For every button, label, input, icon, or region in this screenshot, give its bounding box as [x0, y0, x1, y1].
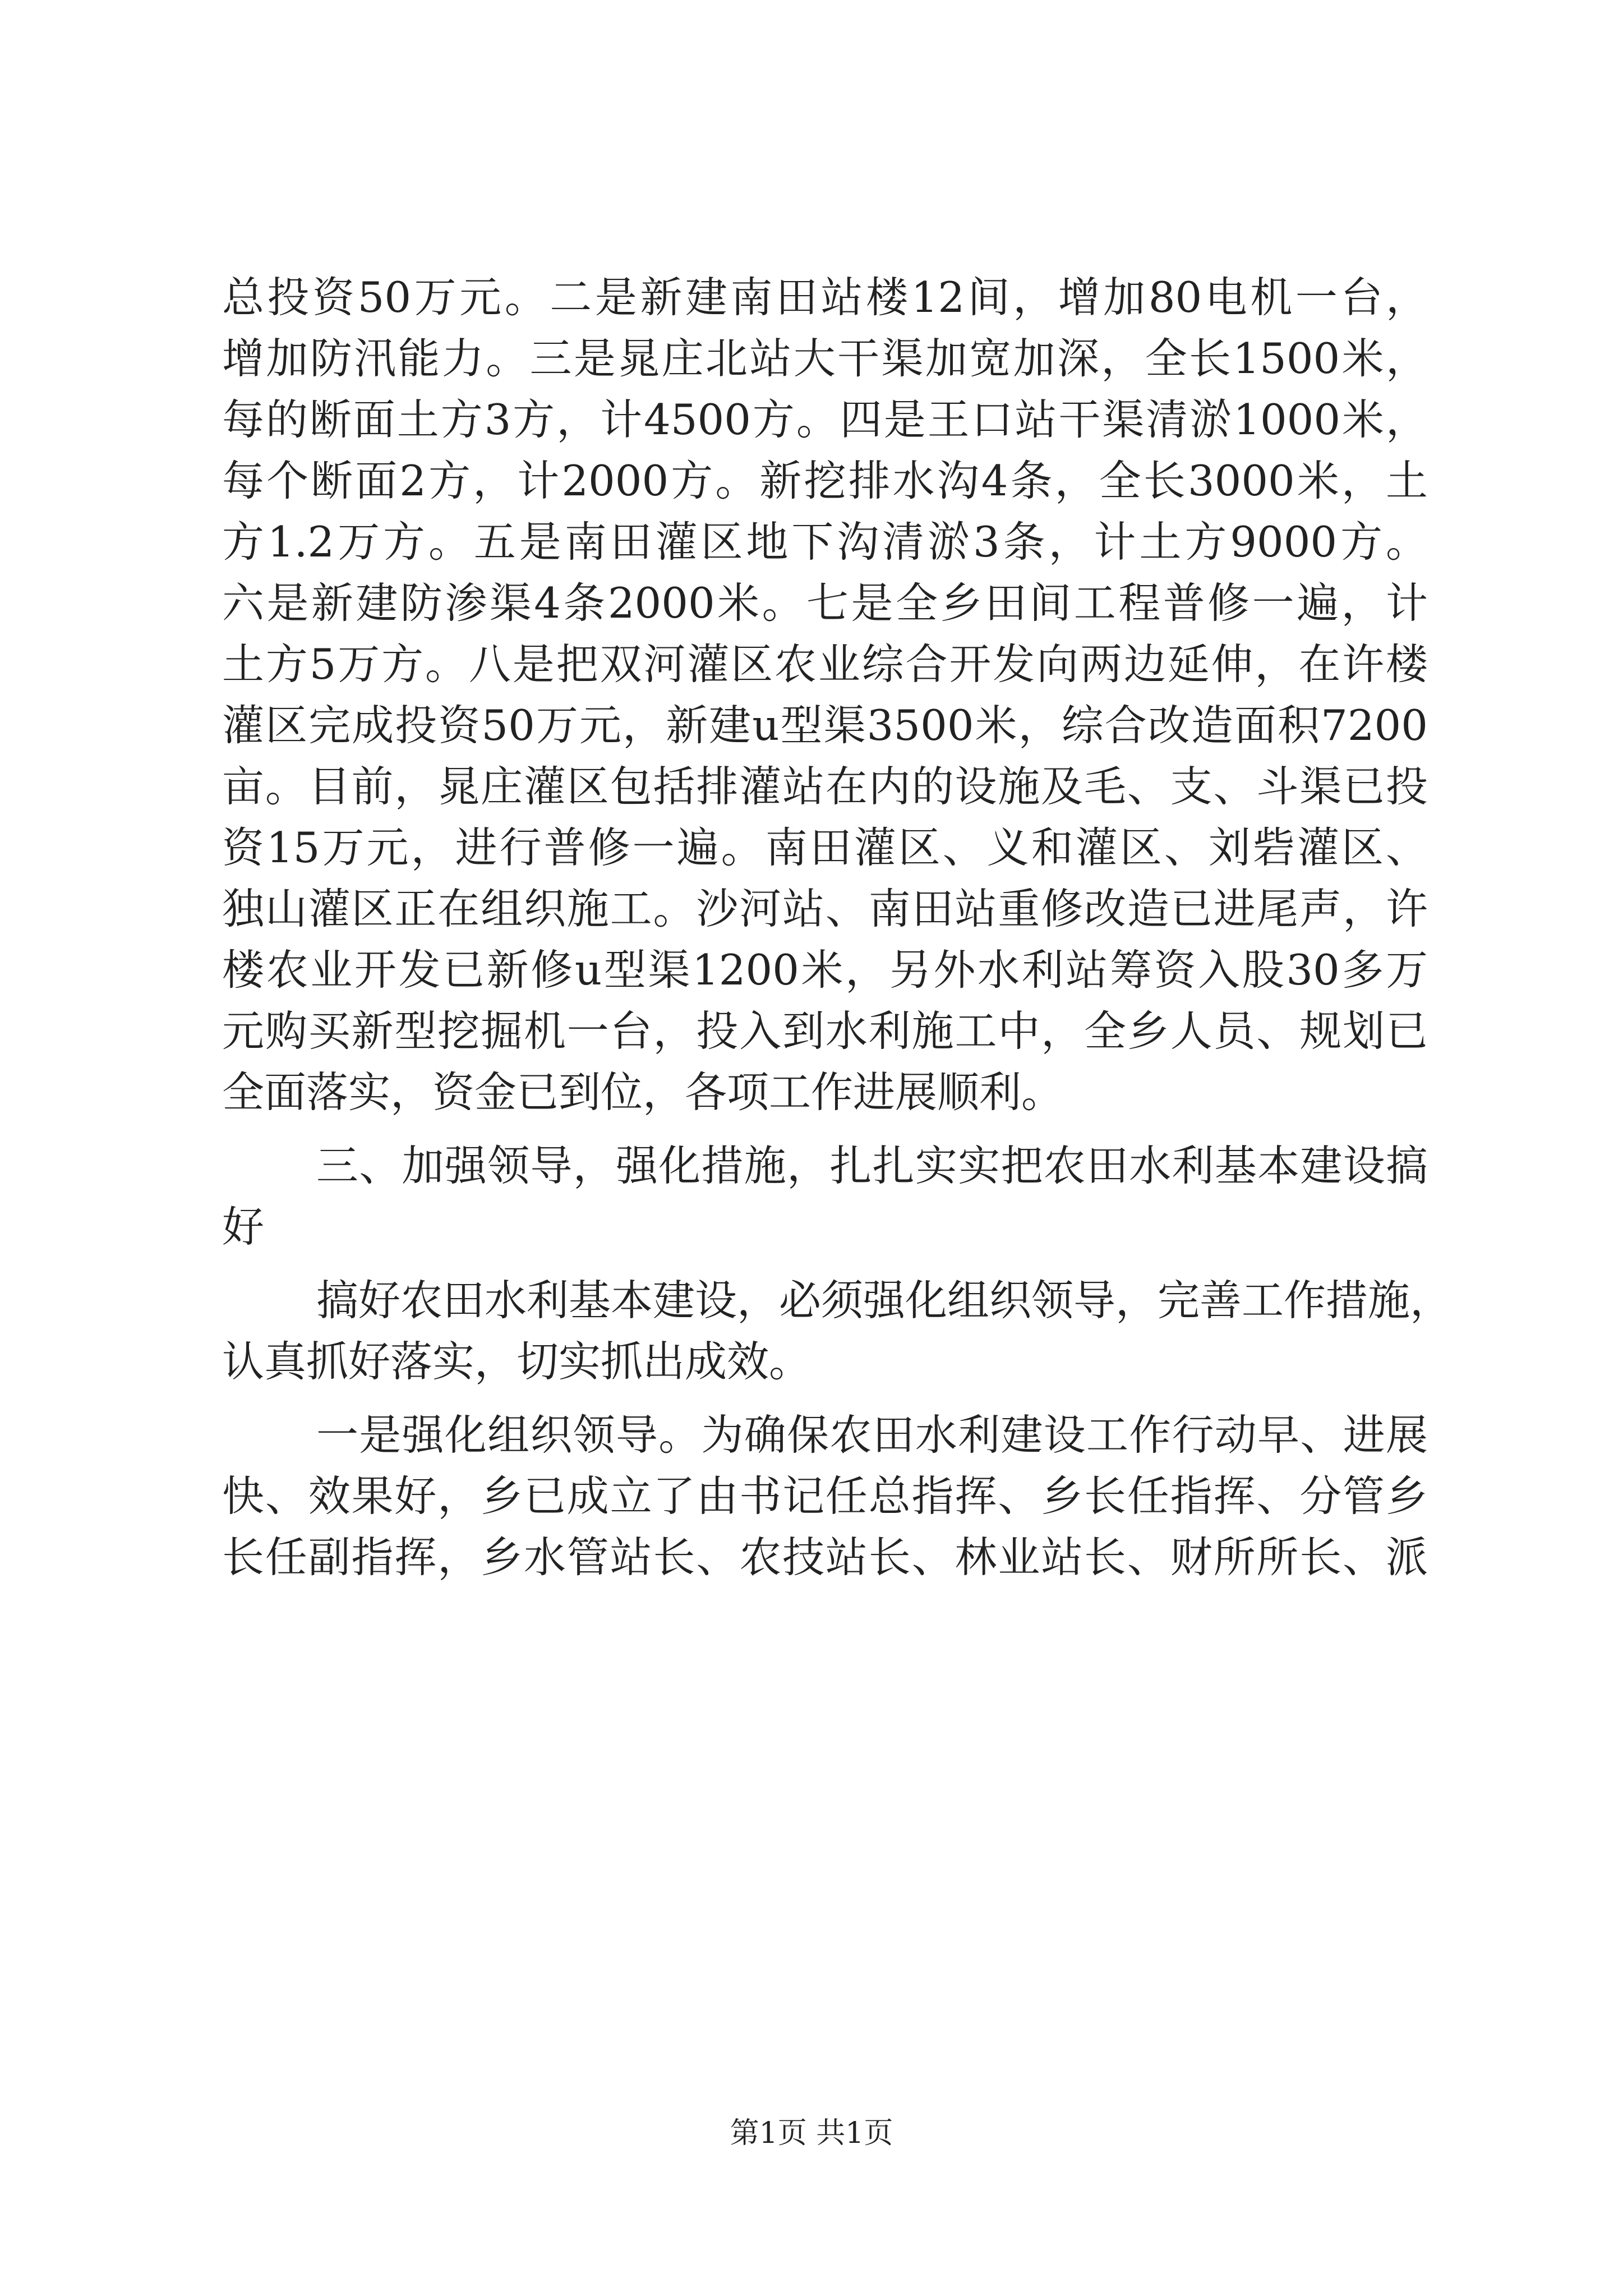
text-line: 全面落实，资金已到位，各项工作进展顺利。 [222, 1068, 1064, 1117]
document-body [222, 267, 1453, 1588]
text-line: 独山灌区正在组织施工。沙河站、南田站重修改造已进尾声，许 [222, 884, 1428, 933]
text-line: 增加防汛能力。三是晁庄北站大干渠加宽加深，全长1500米， [222, 334, 1428, 383]
text-line: 元购买新型挖掘机一台，投入到水利施工中，全乡人员、规划已 [222, 1006, 1428, 1056]
text-line: 土方5万方。八是把双河灌区农业综合开发向两边延伸，在许楼 [222, 639, 1428, 689]
text-line: 方1.2万方。五是南田灌区地下沟清淤3条，计土方9000方。 [222, 517, 1428, 567]
text-line: 长任副指挥，乡水管站长、农技站长、林业站长、财所所长、派 [222, 1533, 1428, 1582]
text-line: 一是强化组织领导。为确保农田水利建设工作行动早、进展 [316, 1410, 1428, 1460]
text-line: 亩。目前，晁庄灌区包括排灌站在内的设施及毛、支、斗渠已投 [222, 762, 1428, 811]
text-line: 每个断面2方，计2000方。新挖排水沟4条，全长3000米，土 [222, 456, 1428, 505]
text-line: 搞好农田水利基本建设，必须强化组织领导，完善工作措施， [316, 1276, 1453, 1325]
text-line: 快、效果好，乡已成立了由书记任总指挥、乡长任指挥、分管乡 [222, 1471, 1428, 1521]
text-line: 资15万元，进行普修一遍。南田灌区、义和灌区、刘砦灌区、 [222, 823, 1428, 872]
section-heading-line: 三、加强领导，强化措施，扎扎实实把农田水利基本建设搞 [316, 1141, 1428, 1190]
page-footer: 第1页 共1页 [730, 2116, 893, 2150]
section-heading-line: 好 [222, 1202, 265, 1251]
text-line: 每的断面土方3方，计4500方。四是王口站干渠清淤1000米， [222, 395, 1428, 444]
text-line: 总投资50万元。二是新建南田站楼12间，增加80电机一台， [222, 273, 1428, 322]
text-line: 灌区完成投资50万元，新建u型渠3500米，综合改造面积7200 [222, 701, 1428, 750]
text-line: 楼农业开发已新修u型渠1200米，另外水利站筹资入股30多万 [222, 945, 1428, 995]
text-line: 六是新建防渗渠4条2000米。七是全乡田间工程普修一遍，计 [222, 578, 1428, 628]
text-line: 认真抓好落实，切实抓出成效。 [222, 1337, 811, 1386]
